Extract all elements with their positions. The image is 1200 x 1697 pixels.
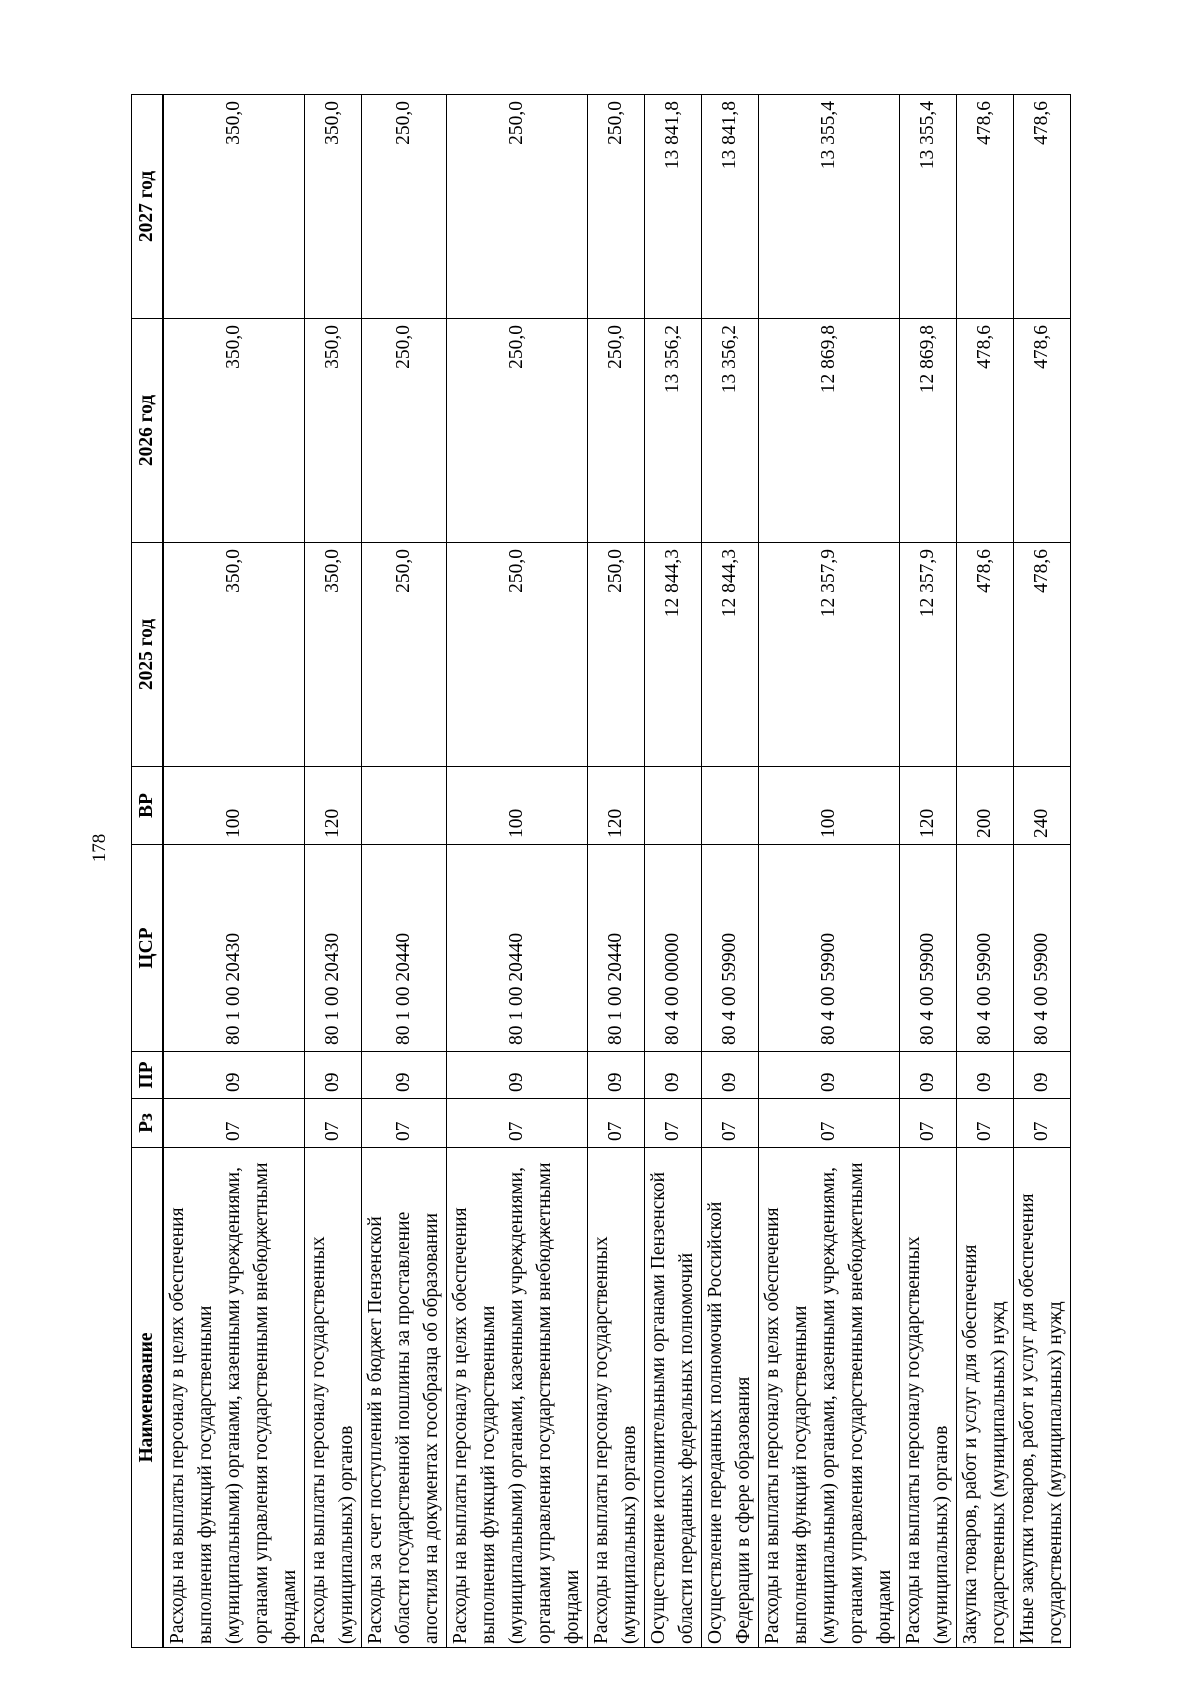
cell-2027: 13 355,4 bbox=[758, 95, 899, 319]
cell-rz: 07 bbox=[758, 1099, 899, 1148]
cell-name: Расходы на выплаты персоналу государственных (муниципальных) органов bbox=[899, 1148, 956, 1648]
cell-vr bbox=[701, 767, 758, 845]
cell-2025: 478,6 bbox=[956, 543, 1013, 767]
cell-2027: 478,6 bbox=[956, 95, 1013, 319]
cell-rz: 07 bbox=[956, 1099, 1013, 1148]
cell-2025: 250,0 bbox=[361, 543, 446, 767]
cell-2025: 12 357,9 bbox=[899, 543, 956, 767]
cell-rz: 07 bbox=[304, 1099, 361, 1148]
cell-2026: 250,0 bbox=[446, 319, 587, 543]
cell-vr: 100 bbox=[758, 767, 899, 845]
cell-2027: 13 355,4 bbox=[899, 95, 956, 319]
table-header-row bbox=[132, 95, 163, 1648]
cell-csr: 80 4 00 59900 bbox=[758, 845, 899, 1052]
cell-2027: 13 841,8 bbox=[701, 95, 758, 319]
cell-csr: 80 1 00 20440 bbox=[446, 845, 587, 1052]
cell-vr: 100 bbox=[163, 767, 305, 845]
cell-pr: 09 bbox=[899, 1052, 956, 1099]
table-row bbox=[1013, 95, 1070, 1648]
cell-name: Закупка товаров, работ и услуг для обеспечения государственных (муниципальных) нужд bbox=[956, 1148, 1013, 1648]
cell-pr: 09 bbox=[304, 1052, 361, 1099]
header-rz: Рз bbox=[132, 1099, 163, 1148]
cell-2026: 13 356,2 bbox=[644, 319, 701, 543]
cell-rz: 07 bbox=[587, 1099, 644, 1148]
table-row bbox=[701, 95, 758, 1648]
cell-2026: 12 869,8 bbox=[758, 319, 899, 543]
cell-name: Расходы за счет поступлений в бюджет Пензенской области государственной пошлины за проставление апостиля на документах гособразца об образовании bbox=[361, 1148, 446, 1648]
page-number: 178 bbox=[89, 833, 110, 863]
cell-2025: 12 844,3 bbox=[701, 543, 758, 767]
cell-vr: 240 bbox=[1013, 767, 1070, 845]
cell-2026: 350,0 bbox=[163, 319, 305, 543]
cell-rz: 07 bbox=[701, 1099, 758, 1148]
cell-rz: 07 bbox=[163, 1099, 305, 1148]
cell-2025: 350,0 bbox=[163, 543, 305, 767]
table-row bbox=[758, 95, 899, 1648]
cell-vr bbox=[644, 767, 701, 845]
cell-csr: 80 4 00 59900 bbox=[701, 845, 758, 1052]
cell-2027: 13 841,8 bbox=[644, 95, 701, 319]
header-2026: 2026 год bbox=[132, 319, 163, 543]
cell-pr: 09 bbox=[446, 1052, 587, 1099]
cell-csr: 80 4 00 59900 bbox=[899, 845, 956, 1052]
table-row bbox=[163, 95, 305, 1648]
cell-pr: 09 bbox=[758, 1052, 899, 1099]
table-row bbox=[304, 95, 361, 1648]
header-csr: ЦСР bbox=[132, 845, 163, 1052]
cell-2025: 12 844,3 bbox=[644, 543, 701, 767]
cell-name: Осуществление исполнительными органами Пензенской области переданных федеральных полномочий bbox=[644, 1148, 701, 1648]
cell-name: Расходы на выплаты персоналу в целях обеспечения выполнения функций государственными (муниципальными) органами, казенными учреждениями, органами управления государственными внебюджетными фондами bbox=[446, 1148, 587, 1648]
cell-csr: 80 4 00 59900 bbox=[1013, 845, 1070, 1052]
cell-2026: 12 869,8 bbox=[899, 319, 956, 543]
cell-2027: 250,0 bbox=[446, 95, 587, 319]
cell-2025: 250,0 bbox=[587, 543, 644, 767]
cell-pr: 09 bbox=[587, 1052, 644, 1099]
table-row bbox=[361, 95, 446, 1648]
table-body bbox=[163, 95, 1071, 1648]
cell-2027: 250,0 bbox=[361, 95, 446, 319]
cell-csr: 80 4 00 59900 bbox=[956, 845, 1013, 1052]
cell-name: Расходы на выплаты персоналу государственных (муниципальных) органов bbox=[304, 1148, 361, 1648]
header-name: Наименование bbox=[132, 1148, 163, 1648]
cell-name: Осуществление переданных полномочий Российской Федерации в сфере образования bbox=[701, 1148, 758, 1648]
cell-2026: 478,6 bbox=[1013, 319, 1070, 543]
rotated-page-content bbox=[131, 95, 1068, 1648]
cell-rz: 07 bbox=[644, 1099, 701, 1148]
table-row bbox=[899, 95, 956, 1648]
header-pr: ПР bbox=[132, 1052, 163, 1099]
header-2027: 2027 год bbox=[132, 95, 163, 319]
cell-pr: 09 bbox=[701, 1052, 758, 1099]
cell-2025: 478,6 bbox=[1013, 543, 1070, 767]
header-2025: 2025 год bbox=[132, 543, 163, 767]
cell-rz: 07 bbox=[361, 1099, 446, 1148]
cell-vr bbox=[361, 767, 446, 845]
cell-rz: 07 bbox=[446, 1099, 587, 1148]
cell-pr: 09 bbox=[956, 1052, 1013, 1099]
table-row bbox=[644, 95, 701, 1648]
cell-name: Расходы на выплаты персоналу в целях обеспечения выполнения функций государственными (муниципальными) органами, казенными учреждениями, органами управления государственными внебюджетными фондами bbox=[163, 1148, 305, 1648]
cell-vr: 200 bbox=[956, 767, 1013, 845]
cell-csr: 80 1 00 20430 bbox=[163, 845, 305, 1052]
cell-csr: 80 1 00 20440 bbox=[587, 845, 644, 1052]
cell-2027: 350,0 bbox=[304, 95, 361, 319]
cell-vr: 100 bbox=[446, 767, 587, 845]
cell-2027: 250,0 bbox=[587, 95, 644, 319]
cell-vr: 120 bbox=[304, 767, 361, 845]
cell-2026: 250,0 bbox=[361, 319, 446, 543]
cell-pr: 09 bbox=[1013, 1052, 1070, 1099]
cell-2027: 478,6 bbox=[1013, 95, 1070, 319]
cell-csr: 80 4 00 00000 bbox=[644, 845, 701, 1052]
cell-pr: 09 bbox=[361, 1052, 446, 1099]
cell-2026: 478,6 bbox=[956, 319, 1013, 543]
cell-name: Расходы на выплаты персоналу государственных (муниципальных) органов bbox=[587, 1148, 644, 1648]
cell-csr: 80 1 00 20430 bbox=[304, 845, 361, 1052]
cell-vr: 120 bbox=[899, 767, 956, 845]
table-row bbox=[446, 95, 587, 1648]
cell-2027: 350,0 bbox=[163, 95, 305, 319]
budget-table bbox=[131, 94, 1071, 1648]
cell-2025: 12 357,9 bbox=[758, 543, 899, 767]
cell-rz: 07 bbox=[1013, 1099, 1070, 1148]
cell-name: Иные закупки товаров, работ и услуг для обеспечения государственных (муниципальных) нужд bbox=[1013, 1148, 1070, 1648]
cell-2026: 250,0 bbox=[587, 319, 644, 543]
cell-2026: 350,0 bbox=[304, 319, 361, 543]
cell-2025: 250,0 bbox=[446, 543, 587, 767]
cell-csr: 80 1 00 20440 bbox=[361, 845, 446, 1052]
cell-rz: 07 bbox=[899, 1099, 956, 1148]
cell-pr: 09 bbox=[163, 1052, 305, 1099]
table-row bbox=[956, 95, 1013, 1648]
cell-2025: 350,0 bbox=[304, 543, 361, 767]
table-row bbox=[587, 95, 644, 1648]
cell-vr: 120 bbox=[587, 767, 644, 845]
header-vr: ВР bbox=[132, 767, 163, 845]
cell-name: Расходы на выплаты персоналу в целях обеспечения выполнения функций государственными (муниципальными) органами, казенными учреждениями, органами управления государственными внебюджетными фондами bbox=[758, 1148, 899, 1648]
cell-2026: 13 356,2 bbox=[701, 319, 758, 543]
cell-pr: 09 bbox=[644, 1052, 701, 1099]
